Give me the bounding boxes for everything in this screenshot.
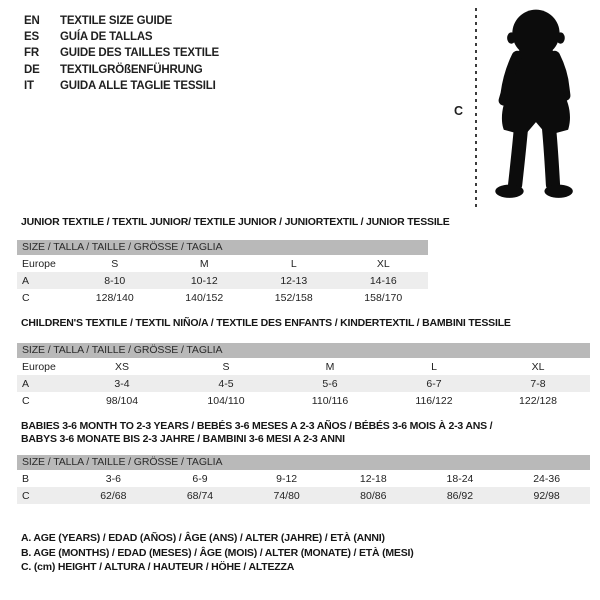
- size-cell: 86/92: [446, 489, 474, 502]
- size-cell: 7-8: [530, 377, 546, 390]
- junior-size-table: [17, 240, 428, 306]
- size-cell: XL: [376, 257, 390, 270]
- size-header-band: SIZE / TALLA / TAILLE / GRÖSSE / TAGLIA: [17, 343, 590, 358]
- table-row: [17, 375, 590, 392]
- size-cell: 158/170: [364, 291, 403, 304]
- row-label: C: [22, 394, 30, 407]
- size-cell: 152/158: [274, 291, 313, 304]
- table-row: [17, 392, 590, 409]
- size-cell: 98/104: [105, 394, 139, 407]
- babies-section-title: BABIES 3-6 MONTH TO 2-3 YEARS / BEBÉS 3-6 MESES A 2-3 AÑOS / BÉBÉS 3-6 MOIS À 2-3 ANS / BABYS 3-6 MONATE BIS 2-3 JAHRE / BAMBINI 3-6 MESI A 2-3 ANNI: [21, 420, 493, 445]
- size-cell: 24-36: [533, 472, 561, 485]
- size-cell: 5-6: [322, 377, 338, 390]
- language-row: [24, 29, 219, 45]
- language-code: FR: [24, 47, 39, 60]
- measurement-figure: [448, 5, 594, 213]
- table-row: [17, 272, 428, 289]
- size-grid: [17, 255, 428, 306]
- size-cell: M: [199, 257, 209, 270]
- language-code: IT: [24, 79, 34, 92]
- footnote-legend: [21, 531, 414, 575]
- babies-size-table: [17, 455, 590, 504]
- size-cell: 92/98: [533, 489, 560, 502]
- language-code: DE: [24, 63, 40, 76]
- table-row: [17, 470, 590, 487]
- guide-title: TEXTILGRÖßENFÜHRUNG: [60, 63, 203, 76]
- size-cell: 14-16: [369, 274, 397, 287]
- row-label: C: [22, 291, 30, 304]
- children-section-title: CHILDREN'S TEXTILE / TEXTIL NIÑO/A / TEXTILE DES ENFANTS / KINDERTEXTIL / BAMBINI TESSILE: [21, 317, 511, 329]
- row-label: C: [22, 489, 30, 502]
- size-cell: S: [222, 360, 230, 373]
- row-label: B: [22, 472, 30, 485]
- table-row: [17, 487, 590, 504]
- language-row: [24, 78, 219, 94]
- table-row: [17, 289, 428, 306]
- size-cell: 3-6: [105, 472, 121, 485]
- size-cell: 9-12: [276, 472, 298, 485]
- size-cell: 4-5: [218, 377, 234, 390]
- size-cell: 3-4: [114, 377, 130, 390]
- size-cell: 128/140: [95, 291, 134, 304]
- size-cell: L: [431, 360, 437, 373]
- size-cell: 110/116: [311, 394, 349, 407]
- size-cell: 68/74: [186, 489, 214, 502]
- size-grid: [17, 358, 590, 409]
- children-size-table: [17, 343, 590, 409]
- size-cell: S: [111, 257, 119, 270]
- size-header-band: SIZE / TALLA / TAILLE / GRÖSSE / TAGLIA: [17, 240, 428, 255]
- size-cell: 140/152: [185, 291, 224, 304]
- row-label: Europe: [22, 257, 56, 270]
- height-measure-dashed-line: [475, 8, 477, 209]
- language-row: [24, 62, 219, 78]
- size-cell: XS: [114, 360, 129, 373]
- row-label: A: [22, 274, 30, 287]
- guide-title: GUIDA ALLE TAGLIE TESSILI: [60, 79, 216, 92]
- size-cell: 12-13: [280, 274, 308, 287]
- size-cell: 62/68: [100, 489, 127, 502]
- measure-label-c: C: [454, 104, 464, 118]
- table-row: [17, 358, 590, 375]
- guide-title: GUÍA DE TALLAS: [60, 31, 153, 44]
- guide-title: GUIDE DES TAILLES TEXTILE: [60, 47, 219, 60]
- size-cell: 10-12: [190, 274, 218, 287]
- size-grid: [17, 470, 590, 504]
- size-cell: M: [325, 360, 335, 373]
- size-cell: 122/128: [519, 394, 557, 407]
- guide-title: TEXTILE SIZE GUIDE: [60, 15, 173, 27]
- language-code: EN: [24, 15, 40, 27]
- footnote-a: A. AGE (YEARS) / EDAD (AÑOS) / ÂGE (ANS) / ALTER (JAHRE) / ETÀ (ANNI): [21, 532, 385, 544]
- size-cell: 18-24: [446, 472, 474, 485]
- size-cell: XL: [531, 360, 545, 373]
- junior-section-title: JUNIOR TEXTILE / TEXTIL JUNIOR/ TEXTILE JUNIOR / JUNIORTEXTIL / JUNIOR TESSILE: [21, 216, 450, 228]
- table-row: [17, 255, 428, 272]
- language-code: ES: [24, 31, 39, 44]
- footnote-b: B. AGE (MONTHS) / EDAD (MESES) / ÂGE (MOIS) / ALTER (MONATE) / ETÀ (MESI): [21, 546, 414, 559]
- baby-silhouette-icon: [483, 6, 587, 210]
- size-cell: 6-9: [192, 472, 208, 485]
- footnote-c: C. (cm) HEIGHT / ALTURA / HAUTEUR / HÖHE / ALTEZZA: [21, 561, 295, 574]
- language-row: [24, 13, 219, 29]
- size-cell: 80/86: [360, 489, 387, 502]
- row-label: Europe: [22, 360, 56, 373]
- size-cell: 104/110: [207, 394, 245, 407]
- size-cell: L: [290, 257, 297, 270]
- size-cell: 6-7: [426, 377, 442, 390]
- row-label: A: [22, 377, 30, 390]
- size-cell: 8-10: [104, 274, 126, 287]
- size-cell: 116/122: [415, 394, 453, 407]
- language-row: [24, 45, 219, 61]
- size-cell: 12-18: [359, 472, 387, 485]
- size-cell: 74/80: [273, 489, 300, 502]
- language-title-list: [24, 13, 219, 94]
- size-header-band: SIZE / TALLA / TAILLE / GRÖSSE / TAGLIA: [17, 455, 590, 470]
